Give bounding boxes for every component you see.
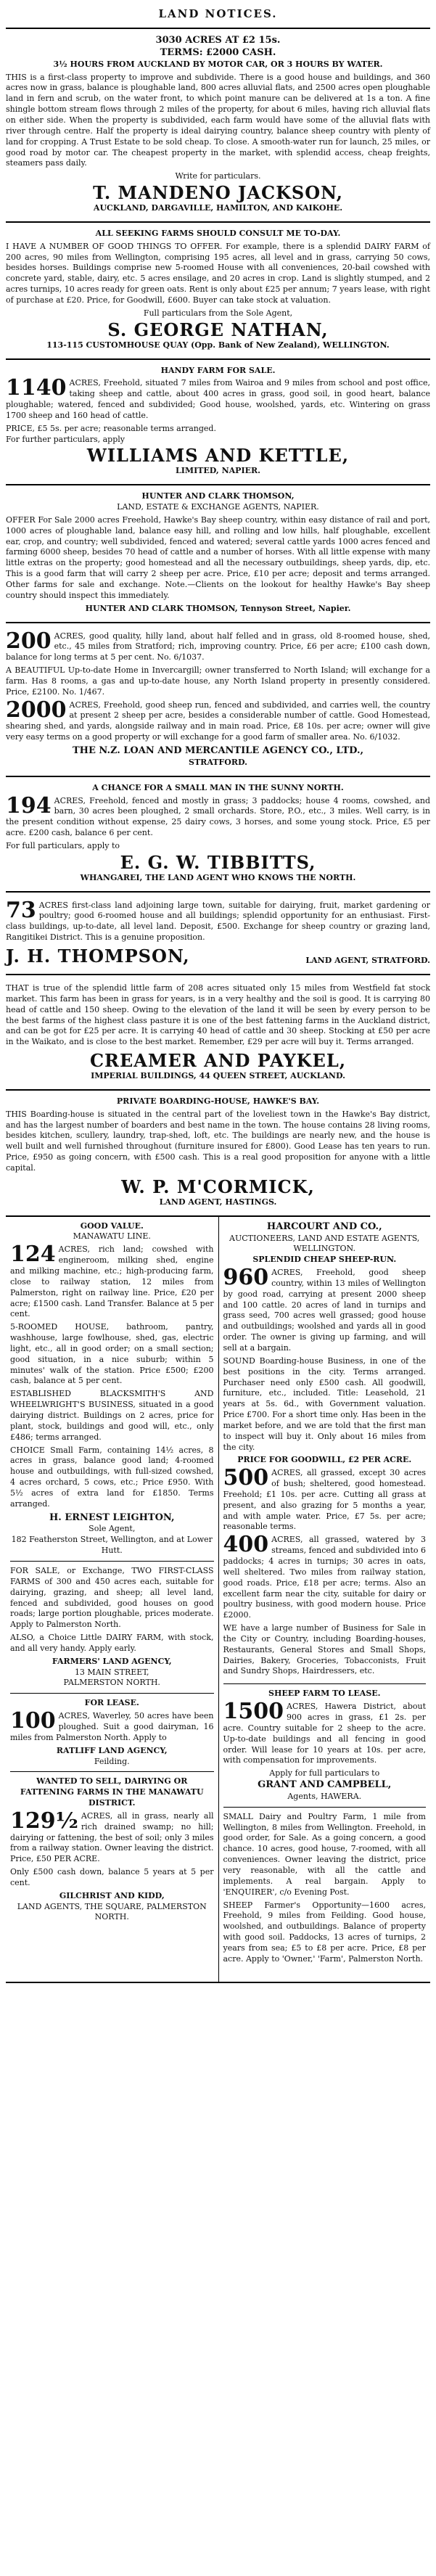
agent-address: 182 Featherston Street, Wellington, and at Lower Hutt. — [11, 1535, 213, 1556]
two-column-section — [6, 1217, 430, 1983]
agent-name: GILCHRIST AND KIDD, — [59, 1890, 165, 1900]
ad-heading: ALL SEEKING FARMS SHOULD CONSULT ME TO-DAY. — [95, 228, 341, 238]
listing-text: ACRES, all grassed, watered by 3 streams, fenced and subdivided into 6 paddocks; 4 acres in turnips; 30 acres in oats, well sheltered. Two miles from railway station, good roads. Price, £18 per acre; terms. Also an excellent farm near the city, suitable for dairy or poultry business, with good modern house. Price £2000. — [223, 1535, 426, 1620]
listing-text: ACRES, Hawera District, about 900 acres in grass, £1 2s. per acre. Country suitable for 2 sheep to the acre. Up-to-date buildings and all fencing in good order. Will lease for 10 years at 10s. per acre, with compensation for improvements. — [223, 1702, 426, 1765]
listing-text: ACRES, all in grass, nearly all rich drained swamp; no hill; dairying or fattening, the best of soil; only 3 miles from a railway station. Owner leaving the district. Price, £50 PER ACRE. — [10, 1810, 214, 1864]
listing-text: ACRES, all grassed, except 30 acres of bush; sheltered, good homestead. Freehold; £1 10s. per acre. Cutting all grass at present, and also grazing for 5 months a year, and with ample water. Price, £7 5s. per acre; reasonable terms. — [223, 1468, 426, 1532]
ad-note: For full particulars, apply to — [6, 840, 120, 850]
acreage-figure: 73 — [6, 897, 36, 923]
listing-text: SMALL Dairy and Poultry Farm, 1 mile from Wellington, 8 miles from Wellington. Freehold, in good order, for Sale. As a going concern, a good chance. 10 acres, good house, 7-roomed, with all conveniences. Owner leaving the district, price very reasonable, with all the cattle and implements. A real bargain. Apply to 'ENQUIRER', c/o Evening Post. — [223, 1811, 426, 1897]
agent-address: IMPERIAL BUILDINGS, 44 QUEEN STREET, AUCKLAND. — [91, 1071, 345, 1081]
ad-headline: 3030 ACRES AT £2 15s. — [155, 35, 281, 46]
agent-address: AUCKLAND, DARGAVILLE, HAMILTON, AND KAIKOHE. — [93, 203, 343, 213]
agent-name: J. H. THOMPSON, — [6, 945, 190, 967]
ad-heading: HUNTER AND CLARK THOMSON, — [141, 491, 295, 501]
agent-name: E. G. W. TIBBITTS, — [120, 851, 316, 873]
agent-role: LAND AGENT, STRATFORD. — [305, 956, 430, 966]
listing-text: SOUND Boarding-house Business, in one of the best positions in the city. Terms arranged. Purchaser need only £500 cash. All goodwill, furniture, etc., included. Title: Leasehold, 21 years at 5s. 6d., with Government valuation. Price £700. For a short time only. Has been in the market before, and we are told that the first man to inspect will buy it. Only about 16 miles from the city. — [223, 1355, 426, 1452]
ad-body: ACRES first-class land adjoining large town, suitable for dairying, fruit, market gardening or poultry; good 6-roomed house and all buildings; splendid opportunity for an enthusiast. First-class buildings, up-to-date, all level land. Deposit, £500. Exchange for sheep country or grazing land, Rangitikei District. This is a genuine proposition. — [6, 900, 430, 943]
acreage-figure: 194 — [6, 792, 52, 819]
ad-mandeno-jackson — [6, 29, 430, 223]
right-column — [218, 1217, 431, 1982]
acreage-figure: 100 — [10, 1708, 56, 1734]
listing-text: WE have a large number of Business for Sale in the City or Country, including Boarding-houses, Restaurants, General Stores and Small Shops, Dairies, Bakery, Groceries, Tobacconists, Fruit and Sundry Shops, Hairdressers, etc. — [223, 1623, 426, 1676]
agent-name: FARMERS' LAND AGENCY, — [52, 1656, 172, 1666]
acreage-figure-2: 2000 — [6, 697, 67, 723]
agent-town: PALMERSTON NORTH. — [63, 1678, 160, 1688]
agent-address: LAND AGENT, HASTINGS. — [159, 1197, 277, 1207]
agent-name: S. GEORGE NATHAN, — [107, 319, 329, 340]
acreage-figure: 124 — [10, 1242, 56, 1268]
ad-body: ACRES, good quality, hilly land, about half felled and in grass, old 8-roomed house, shed, etc., 45 miles from Stratford; rich, improving country. Price, £6 per acre; £100 cash down, balance for long terms at 5 per cent. No. 6/1037. — [6, 631, 430, 663]
listing-text: FOR SALE, or Exchange, TWO FIRST-CLASS FARMS of 300 and 450 acres each, suitable for dairying, grazing, and sheep; all level land, fenced and subdivided, good houses on good roads; large portion ploughable, prices moderate. Apply to Palmerston North. — [10, 1566, 214, 1630]
listing-text: ESTABLISHED BLACKSMITH'S AND WHEELWRIGHT'S BUSINESS, situated in a good dairying district. Buildings on 2 acres, price for plant, stock, buildings and good will, etc., only £486; terms arranged. — [10, 1389, 214, 1442]
section-title: FOR LEASE. — [84, 1698, 139, 1708]
agent-name: HUNTER AND CLARK THOMSON, Tennyson Street, Napier. — [85, 603, 351, 613]
listing-text: 5-ROOMED HOUSE, bathroom, pantry, washhouse, large fowlhouse, shed, gas, electric light, etc., all in good order; on a small section; good situation, in a nice suburb; within 5 minutes' walk of the station. Price £500; £200 cash, balance at 5 per cent. — [10, 1322, 214, 1386]
left-column — [6, 1217, 218, 1982]
agent-address: 13 MAIN STREET, — [74, 1667, 149, 1677]
listing-text: ACRES, rich land; cowshed with engineroom, milking shed, engine and milking machine, etc.; high-producing farm, close to railway station, 12 miles from Palmerston, right on railway line. Price, £20 per acre; £1500 cash. Land Transfer. Balance at 5 per cent. — [10, 1244, 214, 1319]
ad-subheadline: 3½ HOURS FROM AUCKLAND BY MOTOR CAR, OR 3 HOURS BY WATER. — [53, 59, 383, 69]
listing-price: PRICE FOR GOODWILL, £2 PER ACRE. — [237, 1455, 412, 1465]
section-title: SPLENDID CHEAP SHEEP-RUN. — [252, 1255, 397, 1265]
ad-note: Full particulars from the Sole Agent, — [143, 308, 293, 318]
agent-address: Agents, HAWERA. — [287, 1791, 362, 1801]
ad-body: OFFER For Sale 2000 acres Freehold, Hawke's Bay sheep country, within easy distance of rail and port, 1000 acres of ploughable land, balance easy hill, and rolling and low hills, half ploughable, excellent ear, crop, and country; well subdivided, fenced and watered; several cattle yards 1000 acres fenced and farming 6000 sheep, besides 70 head of cattle and a number of horses. With all little expense with many little extras on the property; good homestead and all the necessary outbuildings, sheep yards, dip, etc. This is a good farm that will carry 2 sheep per acre. Price, £10 per acre; deposit and terms arranged. Other farms for sale and exchange. Note.—Clients on the lookout for healthy Hawke's Bay sheep country should inspect this immediately. — [6, 514, 430, 600]
ad-nz-loan — [6, 623, 430, 777]
agent-name: CREAMER AND PAYKEL, — [89, 1050, 347, 1072]
ad-body-2: A BEAUTIFUL Up-to-date Home in Invercargill; owner transferred to North Island; will exchange for a farm. Has 8 rooms, a gas and up-to-date house, any North Island property in presently considered. Price, £2100. No. 1/467. — [6, 665, 430, 697]
ad-body: ACRES, Freehold, situated 7 miles from Wairoa and 9 miles from school and post office, taking sheep and cattle, about 400 acres in grass, good soil, in good heart, balance ploughable; watered, fenced and subdivided; Good house, woolshed, yards, etc. Wintering on grass 1700 sheep and 160 head of cattle. — [6, 378, 430, 420]
listing-terms: Only £500 cash down, balance 5 years at 5 per cent. — [10, 1867, 214, 1887]
agent-address: AUCTIONEERS, LAND AND ESTATE AGENTS, WELLINGTON. — [229, 1233, 420, 1254]
agent-town: Feilding. — [94, 1756, 130, 1766]
section-subtitle: MANAWATU LINE. — [73, 1231, 151, 1242]
agent-name: RATLIFF LAND AGENCY, — [56, 1745, 168, 1755]
ad-creamer-paykel — [6, 975, 430, 1091]
page-title: LAND NOTICES. — [6, 3, 430, 29]
agent-address: STRATFORD. — [189, 757, 247, 767]
agent-name: WILLIAMS AND KETTLE, — [86, 445, 350, 467]
acreage-figure: 1500 — [223, 1699, 284, 1725]
acreage-figure: 200 — [6, 628, 52, 654]
ad-price: PRICE, £5 5s. per acre; reasonable terms arranged. — [6, 423, 216, 433]
agent-address: WHANGAREI, THE LAND AGENT WHO KNOWS THE NORTH. — [80, 872, 356, 882]
land-notices-page — [6, 0, 430, 1983]
ad-note: For further particulars, apply — [6, 434, 125, 444]
ad-hunter-thomson — [6, 485, 430, 623]
acreage-figure: 960 — [223, 1265, 269, 1291]
section-title: WANTED TO SELL, DAIRYING OR FATTENING FARMS IN THE MANAWATU DISTRICT. — [20, 1776, 204, 1808]
ad-note: Write for particulars. — [175, 171, 261, 181]
acreage-figure: 1140 — [6, 375, 67, 401]
ad-body: THIS is a first-class property to improve and subdivide. There is a good house and buildings, and 360 acres now in grass, balance is ploughable land, 800 acres alluvial flats, and 2500 acres open ploughable land in fern and scrub, on the water front, to which point manure can be delivered at 1s a ton. A fine shingle bottom stream flows through 2 miles of the property, for about 6 miles, having rich alluvial flats on either side. When the property is subdivided, each farm would have some of the alluvial flats with river through centre. Half the property is ideal dairying country, balance sheep country with plenty of land for cropping. A Trust Estate to be sold cheap. To close. A smooth-water run for launch, 25 miles, or good road by motor car. The cheapest property in the market, with splendid access, cheap freights, steamers pass daily. — [6, 72, 430, 168]
listing-text: ACRES, Waverley, 50 acres have been ploughed. Suit a good dairyman, 16 miles from Palmerston North. Apply to — [10, 1711, 214, 1742]
section-title: GOOD VALUE. — [80, 1221, 144, 1231]
ad-george-nathan — [6, 223, 430, 360]
ad-tibbitts — [6, 777, 430, 893]
ad-body: THIS Boarding-house is situated in the central part of the loveliest town in the Hawke's Bay district, and has the largest number of boarders and best name in the town. The house contains 28 living rooms, besides kitchen, scullery, laundry, trap-shed, loft, etc. The buildings are nearly new, and the house is well built and well furnished throughout (furniture insured for £800). Good Lease has ten years to run. Price, £950 as going concern, with £500 cash. This is a real good proposition for anyone with a little capital. — [6, 1109, 430, 1173]
ad-body: THAT is true of the splendid little farm of 208 acres situated only 15 miles from Westfield fat stock market. This farm has been in grass for years, is in a very healthy and the soil is good. It is carrying 80 head of cattle and 150 sheep. Owing to the elevation of the land it will be seen by every person to be the best farms of the highest class pasture it is one of the best fattening farms in the Auckland district, and can be got for £25 per acre. It is carrying 40 head of cattle and 30 sheep. Stocking at £50 per acre in the Waikato, and is close to the best market. Remember, £29 per acre will buy it. Terms arranged. — [6, 983, 430, 1047]
listing-text: SHEEP Farmer's Opportunity—1600 acres, Freehold, 9 miles from Feilding. Good house, woolshed, and outbuildings. Balance of property with good soil. Paddocks, 13 acres of turnips, 2 years from sea; £5 to £8 per acre. Price, £8 per acre. Apply to 'Owner,' 'Farm', Palmerston North. — [223, 1900, 426, 1964]
agent-name: THE N.Z. LOAN AND MERCANTILE AGENCY CO., LTD., — [73, 745, 363, 756]
acreage-figure: 400 — [223, 1532, 269, 1558]
listing-text: ACRES, Freehold, good sheep country, within 13 miles of Wellington by good road, carrying at present 2000 sheep and 100 cattle. 20 acres of land in turnips and grass seed, 700 acres well grassed; good house and outbuildings; woolshed and yards all in good order. The owner is giving up farming, and will sell at a bargain. — [223, 1268, 426, 1353]
agent-name: W. P. M'CORMICK, — [121, 1176, 315, 1197]
agent-name: GRANT AND CAMPBELL, — [258, 1779, 392, 1791]
agent-name: T. MANDENO JACKSON, — [93, 182, 343, 204]
ad-williams-kettle — [6, 360, 430, 486]
agent-name: H. ERNEST LEIGHTON, — [49, 1511, 175, 1523]
agent-role: Sole Agent, — [89, 1524, 136, 1534]
ad-mccormick — [6, 1091, 430, 1217]
ad-terms: TERMS: £2000 CASH. — [160, 46, 276, 58]
acreage-figure: 500 — [223, 1465, 269, 1491]
agent-address: 113-115 CUSTOMHOUSE QUAY (Opp. Bank of New Zealand), WELLINGTON. — [46, 340, 390, 350]
ad-heading: HANDY FARM FOR SALE. — [160, 365, 276, 375]
agent-address: LAND AGENTS, THE SQUARE, PALMERSTON NORTH. — [17, 1901, 207, 1922]
section-title: SHEEP FARM TO LEASE. — [268, 1689, 381, 1699]
ad-thompson — [6, 893, 430, 975]
agent-name: HARCOURT AND CO., — [266, 1221, 382, 1232]
ad-note: Apply for full particulars to — [269, 1768, 380, 1779]
ad-body: I HAVE A NUMBER OF GOOD THINGS TO OFFER. For example, there is a splendid DAIRY FARM of 200 acres, 90 miles from Wellington, comprising 195 acres, all level and in grass, carrying 50 cows, besides horses. Buildings comprise new 5-roomed House with all conveniences, 20-bail cowshed with concrete yard, stable, dairy, etc. 5 acres ensilage, and 20 acres in crop. Land is slightly stumped, and 2 acres turnips, 10 acres ready for green oats. Rent is only about £25 per annum; 7 years lease, with right of purchase at £20. Price, for Goodwill, £600. Buyer can take stock at valuation. — [6, 241, 430, 305]
acreage-figure: 129½ — [10, 1808, 78, 1834]
ad-heading: PRIVATE BOARDING-HOUSE, HAWKE'S BAY. — [116, 1096, 320, 1106]
listing-text: CHOICE Small Farm, containing 14½ acres, 8 acres in grass, balance good land; 4-roomed house and outbuildings, with full-sized cowshed, 4 acres orchard, 5 cows, etc.; Price £950. With 5½ acres of extra land for £1850. Terms arranged. — [10, 1445, 214, 1509]
listing-text: ALSO, a Choice Little DAIRY FARM, with stock, and all very handy. Apply early. — [10, 1633, 214, 1653]
ad-subheading: LAND, ESTATE & EXCHANGE AGENTS, NAPIER. — [117, 502, 319, 512]
ad-body-3: ACRES, Freehold, good sheep run, fenced and subdivided, and carries well, the country at present 2 sheep per acre, besides a considerable number of cattle. Good Homestead, shearing shed, and yards, alongside railway and in main road. Price, £8 10s. per acre; owner will give very easy terms on a good property or will exchange for a good farm of smaller area. No. 6/1032. — [6, 700, 430, 742]
ad-body: ACRES, Freehold, fenced and mostly in grass; 3 paddocks; house 4 rooms, cowshed, and barn, 30 acres been ploughed, 2 small orchards. Store, P.O., etc., 3 miles. Well carry, is in the present condition without expense, 25 dairy cows, 3 horses, and some young stock. Price, £5 per acre. £200 cash, balance 6 per cent. — [6, 795, 430, 838]
agent-address: LIMITED, NAPIER. — [176, 466, 260, 476]
ad-heading: A CHANCE FOR A SMALL MAN IN THE SUNNY NORTH. — [92, 782, 344, 792]
